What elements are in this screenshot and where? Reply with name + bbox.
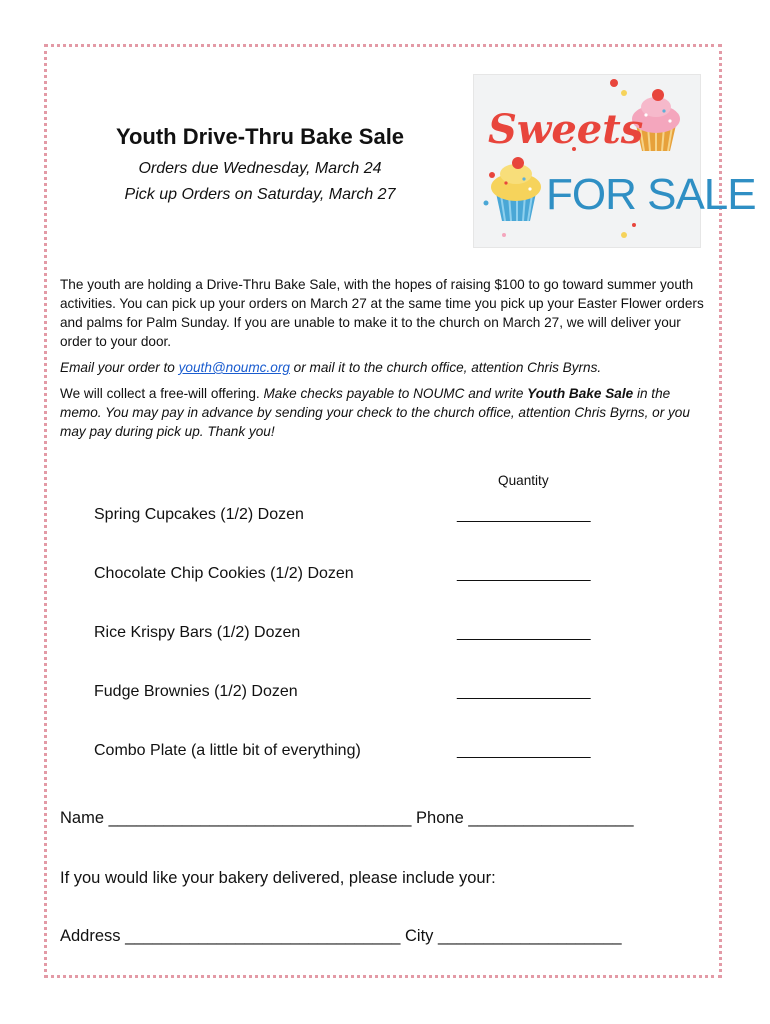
address-city-row xyxy=(60,927,622,946)
item-chocolate-chip-cookies: Chocolate Chip Cookies (1/2) Dozen xyxy=(94,565,354,582)
quantity-field-rice-krispy-bars[interactable]: _______________ xyxy=(457,624,591,641)
delivery-note: If you would like your bakery delivered, please include your: xyxy=(60,869,496,887)
quantity-field-fudge-brownies[interactable]: _______________ xyxy=(457,683,591,700)
pickup-date: Pick up Orders on Saturday, March 27 xyxy=(124,186,396,203)
description xyxy=(60,275,708,448)
sweets-for-sale-image xyxy=(473,74,756,248)
orders-due-date: Orders due Wednesday, March 24 xyxy=(138,160,382,177)
offering-intro: We will collect a free-will offering. xyxy=(60,386,264,401)
item-spring-cupcakes: Spring Cupcakes (1/2) Dozen xyxy=(94,506,304,523)
address-label: Address xyxy=(60,927,121,945)
item-rice-krispy-bars: Rice Krispy Bars (1/2) Dozen xyxy=(94,624,301,641)
address-field[interactable]: ______________________________ xyxy=(125,927,401,945)
item-fudge-brownies: Fudge Brownies (1/2) Dozen xyxy=(94,683,298,700)
offering-checks: Make checks payable to NOUMC and write xyxy=(263,386,528,401)
quantity-field-combo-plate[interactable]: _______________ xyxy=(457,742,591,759)
sweets-for-sale-illustration xyxy=(474,75,756,247)
page-title: Youth Drive-Thru Bake Sale xyxy=(115,124,405,149)
phone-label: Phone xyxy=(416,809,464,827)
quantity-header: Quantity xyxy=(498,473,549,488)
for-sale-text: FOR SALE xyxy=(546,170,756,219)
description-paragraph: The youth are holding a Drive-Thru Bake Sale, with the hopes of raising $100 to go toward summer youth activities. You can pick up your orders on March 27 at the same time you pick up your Easter Flower orders and palms for Palm Sunday. If you are unable to make it to the church on March 27, we will deliver your order to your door. xyxy=(60,277,704,349)
title-block xyxy=(70,124,450,204)
email-outro: or mail it to the church office, attention Chris Byrns. xyxy=(289,360,602,375)
quantity-field-chocolate-chip-cookies[interactable]: _______________ xyxy=(457,565,591,582)
yellow-cupcake-icon xyxy=(491,157,541,221)
name-field[interactable]: _________________________________ xyxy=(108,809,412,827)
city-label: City xyxy=(405,927,434,945)
phone-field[interactable]: __________________ xyxy=(468,809,634,827)
name-label: Name xyxy=(60,809,105,827)
email-paragraph xyxy=(60,358,708,377)
email-link[interactable]: youth@noumc.org xyxy=(178,360,290,375)
offering-outro: in the memo. You may pay in advance by sending your check to the church office, attention Chris Byrns, or you may pay during pick up. Thank you! xyxy=(60,386,690,439)
name-phone-row xyxy=(60,809,634,828)
quantity-field-spring-cupcakes[interactable]: _______________ xyxy=(457,506,591,523)
email-intro: Email your order to xyxy=(60,360,179,375)
offering-memo: Youth Bake Sale xyxy=(527,386,634,401)
offering-paragraph xyxy=(60,384,708,441)
item-combo-plate: Combo Plate (a little bit of everything) xyxy=(94,742,361,759)
city-field[interactable]: ____________________ xyxy=(438,927,622,945)
sweets-text: Sweets xyxy=(488,106,644,153)
